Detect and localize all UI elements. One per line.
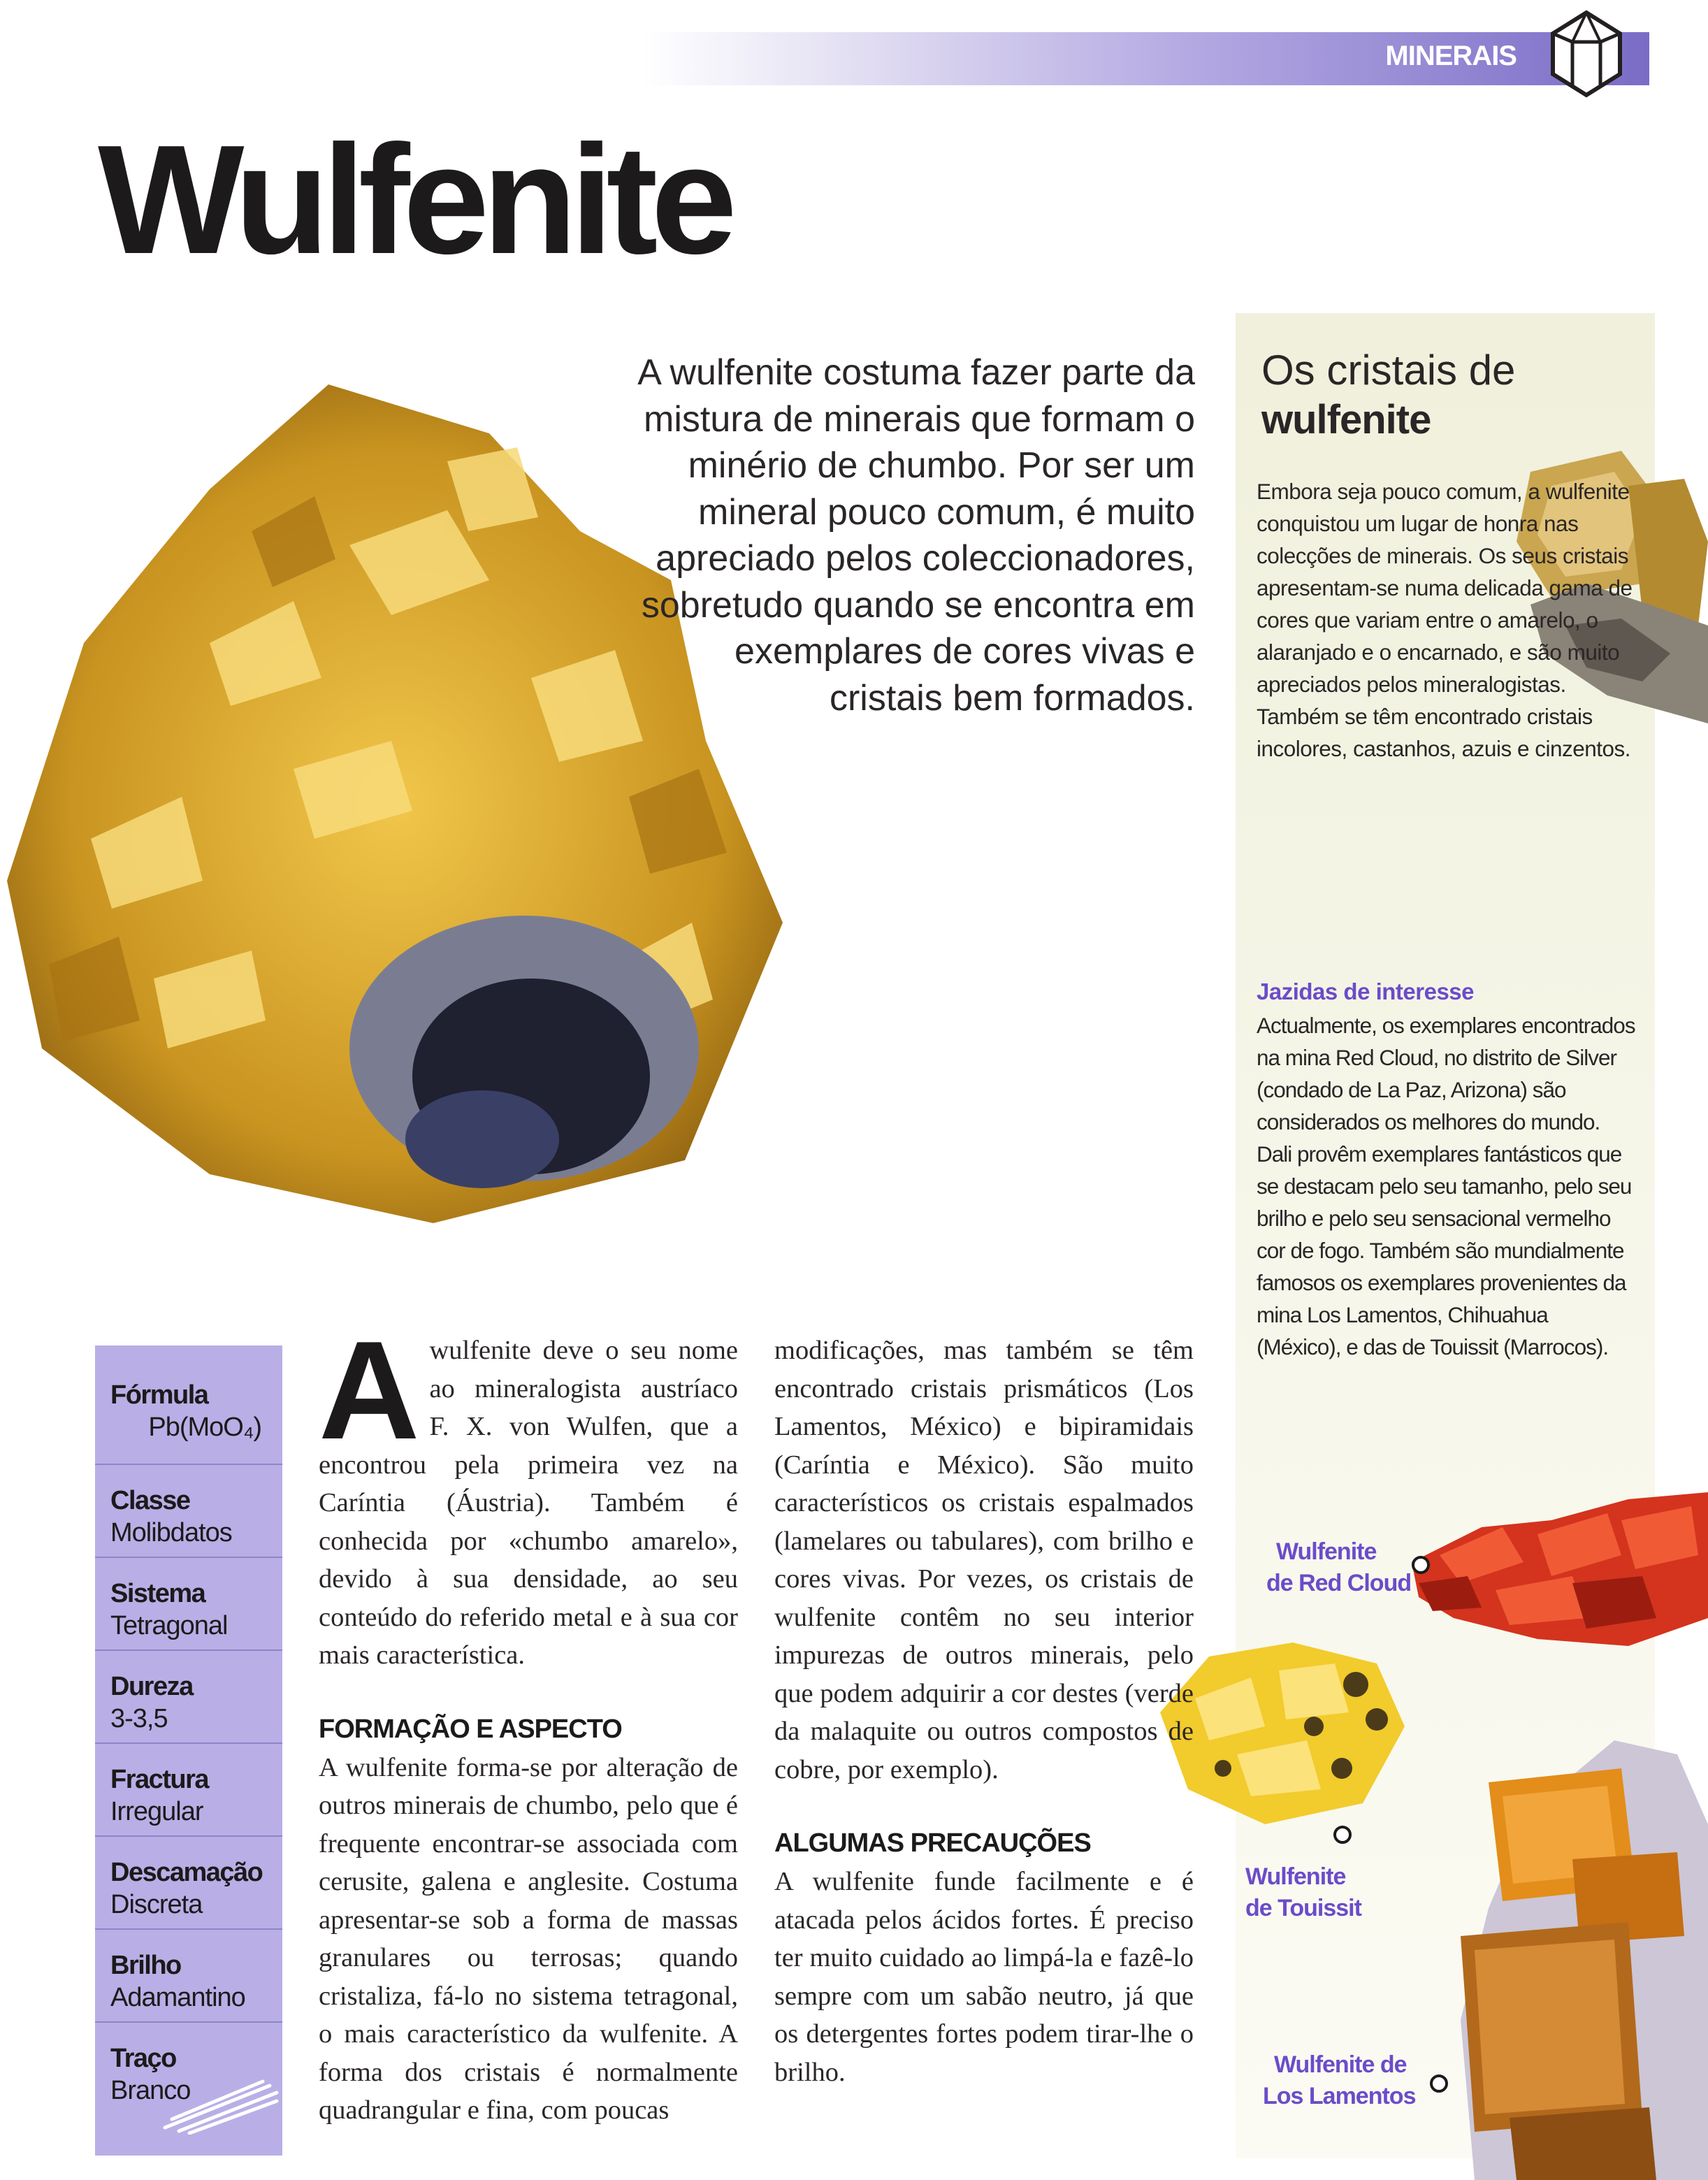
body-paragraph-crystals: modificações, mas também se têm encontrado cristais prismáticos (Los Lamentos, México) e bipiramidais (Caríntia e México). São muito característicos os cristais espalmados (lamelares ou tabulares), com brilho e cores vivas. Por vezes, os cristais de wulfenite contêm no seu interior impurezas de outros minerais, pelo que podem adquirir a cor destes (verde da malaquite ou outros compostos de cobre, por exemplo).: [774, 1336, 1194, 1784]
caption-los-lamentos-line2: Los Lamentos: [1263, 2083, 1416, 2109]
body-paragraph-precautions: A wulfenite funde facilmente e é atacada pelos ácidos fortes. É preciso ter muito cuidado ao limpá-la e fazê-lo sempre com um sabão neutro, já que os detergentes fortes podem tirar-lhe o brilho.: [774, 1867, 1194, 2087]
page-title: Wulfenite: [98, 113, 730, 287]
crystal-icon: [1544, 10, 1628, 98]
intro-text: A wulfenite costuma fazer parte da mistura de minerais que formam o minério de chumbo. Por ser um mineral pouco comum, é muito apreciado pelos coleccionadores, sobretudo quando se encontra em exemplares de cores vivas e cristais bem formados.: [637, 352, 1195, 719]
property-hardness: [95, 1650, 282, 1744]
property-key: Traço: [110, 2044, 176, 2073]
caption-red-cloud: [1266, 1536, 1411, 1599]
property-value: Adamantino: [110, 1983, 245, 2012]
property-value: Irregular: [110, 1797, 203, 1826]
caption-touissit-line2: de Touissit: [1245, 1895, 1361, 1921]
wulfenite-red-cloud-image: [1398, 1478, 1708, 1653]
section-band: [643, 32, 1649, 85]
property-value: Tetragonal: [110, 1611, 228, 1640]
caption-touissit-line1: Wulfenite: [1245, 1863, 1346, 1890]
caption-los-lamentos: [1263, 2049, 1415, 2112]
property-value: 3-3,5: [110, 1704, 168, 1733]
property-key: Fractura: [110, 1765, 209, 1794]
heading-precautions: ALGUMAS PRECAUÇÕES: [774, 1828, 1091, 1858]
sidebar-title-line1: Os cristais de: [1261, 347, 1516, 394]
property-class: [95, 1464, 282, 1558]
property-fracture: [95, 1742, 282, 1837]
property-value: Discreta: [110, 1890, 203, 1919]
body-column-1: [319, 1313, 738, 2130]
caption-touissit: [1245, 1861, 1361, 1924]
caption-red-cloud-line2: de Red Cloud: [1266, 1570, 1412, 1596]
property-key: Fórmula: [110, 1380, 208, 1410]
caption-red-cloud-line1: Wulfenite: [1276, 1538, 1377, 1565]
property-value: Branco: [110, 2076, 191, 2105]
property-streak: [95, 2021, 282, 2116]
sidebar-title-line2: wulfenite: [1261, 397, 1431, 442]
sidebar-paragraph: Embora seja pouco comum, a wulfenite conquistou um lugar de honra nas colecções de minerais. Os seus cristais apresentam-se numa delicada gama de cores que variam entre o amarelo, o alaranjado e o encarnado, e são muito apreciados pelos mineralogistas. Também se têm encontrado cristais incolores, castanhos, azuis e cinzentos.: [1257, 479, 1633, 761]
property-value: Molibdatos: [110, 1518, 232, 1547]
property-key: Dureza: [110, 1672, 193, 1701]
drop-cap: A: [319, 1313, 420, 1468]
marker-dot: [1430, 2074, 1448, 2093]
body-paragraph-formation: A wulfenite forma-se por alteração de outros minerais de chumbo, pelo que é frequente encontrar-se associada com cerusite, galena e anglesite. Costuma apresentar-se sob a forma de massas granulares ou terrosas; quando cristaliza, fá-lo no sistema tetragonal, o mais característico da wulfenite. A forma dos cristais é normalmente quadrangular e fina, com poucas: [319, 1752, 738, 2125]
heading-formation: FORMAÇÃO E ASPECTO: [319, 1714, 622, 1744]
property-key: Classe: [110, 1486, 190, 1515]
mineral-data-card: [95, 1345, 282, 2156]
section-label: MINERAIS: [1385, 41, 1517, 71]
sidebar-subheading: Jazidas de interesse: [1257, 979, 1475, 1004]
sidebar-paragraph-deposits: Actualmente, os exemplares encontrados na mina Red Cloud, no distrito de Silver (condado de La Paz, Arizona) são considerados os melhores do mundo. Dali provêm exemplares fantásticos que se destacam pelo seu tamanho, pelo seu brilho e pelo seu sensacional vermelho cor de fogo. Também são mundialmente famosos os exemplares provenientes da mina Los Lamentos, Chihuahua (México), e das de Touissit (Marrocos).: [1257, 1013, 1635, 1359]
caption-los-lamentos-line1: Wulfenite de: [1274, 2051, 1407, 2078]
property-cleavage: [95, 1835, 282, 1930]
wulfenite-touissit-image: [1153, 1629, 1426, 1824]
property-luster: [95, 1928, 282, 2023]
body-column-2: [774, 1331, 1194, 2091]
property-system: [95, 1557, 282, 1651]
wulfenite-los-lamentos-image: [1447, 1726, 1708, 2180]
property-key: Descamação: [110, 1858, 263, 1887]
property-formula: [95, 1345, 282, 1442]
marker-dot: [1333, 1826, 1352, 1844]
property-key: Sistema: [110, 1579, 205, 1608]
marker-dot: [1412, 1556, 1430, 1574]
streak-lines-icon: [158, 2072, 280, 2135]
property-value: Pb(MoO₄): [148, 1413, 261, 1442]
property-key: Brilho: [110, 1951, 181, 1980]
body-paragraph-intro: wulfenite deve o seu nome ao mineralogista austríaco F. X. von Wulfen, que a encontrou pela primeira vez na Caríntia (Áustria). Também é conhecida por «chumbo amarelo», devido à sua densidade, ao seu conteúdo do referido metal e à sua cor mais característica.: [319, 1336, 738, 1670]
